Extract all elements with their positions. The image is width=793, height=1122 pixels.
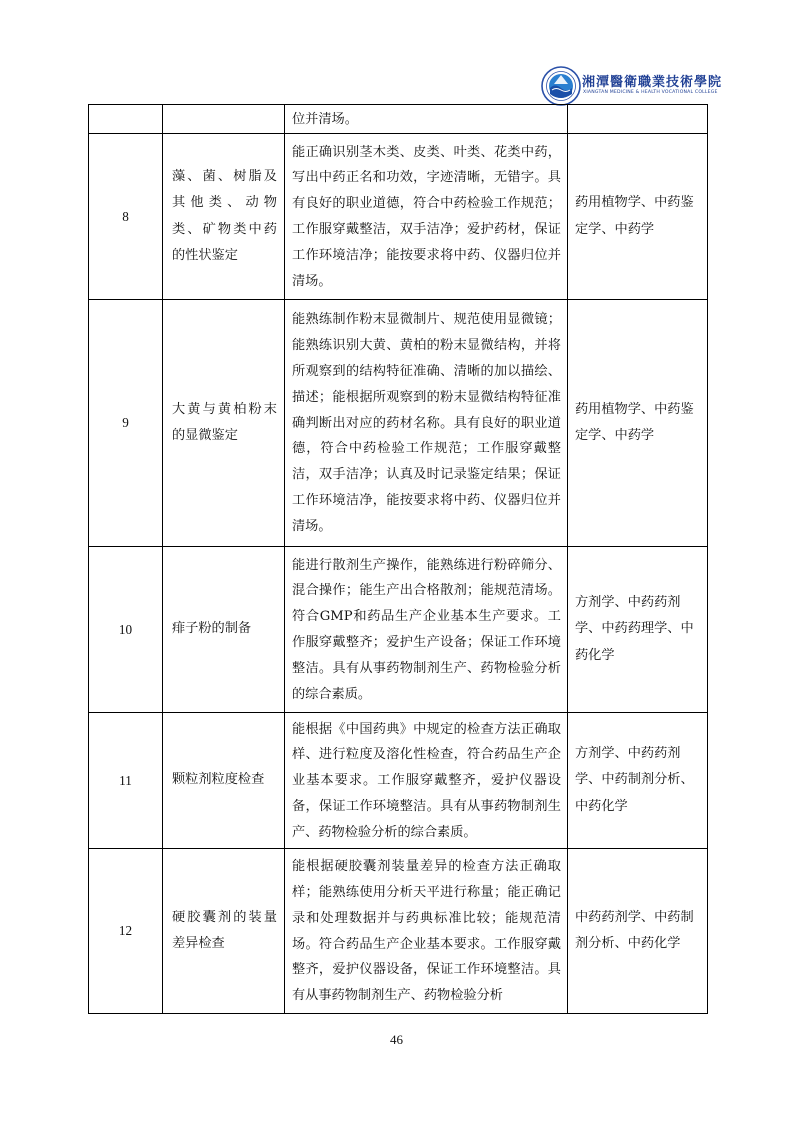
related-courses: 药用植物学、中药鉴定学、中药学 [568,300,708,547]
project-requirements: 能根据硬胶囊剂装量差异的检查方法正确取样；能熟练使用分析天平进行称量；能正确记录和处理数据并与药典标准比较；能规范清场。符合药品生产企业基本要求。工作服穿戴整齐，爱护仪器设备，保证工作环境整洁。具有从事药物制剂生产、药物检验分析 [285,849,568,1014]
project-name: 大黄与黄柏粉末的显微鉴定 [163,300,285,547]
row-number [89,105,163,134]
table-row [89,849,708,1014]
project-name: 藻、菌、树脂及其他类、动物类、矿物类中药的性状鉴定 [163,134,285,300]
project-name: 痱子粉的制备 [163,547,285,713]
table-row [89,713,708,849]
page-number: 46 [390,1032,403,1047]
training-project-table [88,104,708,1014]
row-number: 11 [89,713,163,849]
table-row [89,105,708,134]
project-name: 硬胶囊剂的装量差异检查 [163,849,285,1014]
row-number: 8 [89,134,163,300]
logo-english-name: XIANGTAN MEDICINE & HEALTH VOCATIONAL COLLEGE [583,90,718,95]
project-requirements: 能进行散剂生产操作，能熟练进行粉碎筛分、混合操作；能生产出合格散剂；能规范清场。符合GMP和药品生产企业基本生产要求。工作服穿戴整齐；爱护生产设备；保证工作环境整洁。具有从事药物制剂生产、药物检验分析的综合素质。 [285,547,568,713]
related-courses: 方剂学、中药药剂学、中药药理学、中药化学 [568,547,708,713]
college-logo [541,66,723,108]
table-row [89,300,708,547]
project-requirements: 能正确识别茎木类、皮类、叶类、花类中药，写出中药正名和功效，字迹清晰，无错字。具有良好的职业道德，符合中药检验工作规范；工作服穿戴整洁，双手洁净；爱护药材，保证工作环境洁净；能按要求将中药、仪器归位并清场。 [285,134,568,300]
project-requirements: 位并清场。 [285,105,568,134]
table-row [89,547,708,713]
table-row [89,134,708,300]
project-requirements: 能根据《中国药典》中规定的检查方法正确取样、进行粒度及溶化性检查，符合药品生产企业基本要求。工作服穿戴整齐，爱护仪器设备，保证工作环境整洁。具有从事药物制剂生产、药物检验分析的综合素质。 [285,713,568,849]
related-courses: 药用植物学、中药鉴定学、中药学 [568,134,708,300]
project-requirements: 能熟练制作粉末显微制片、规范使用显微镜；能熟练识别大黄、黄柏的粉末显微结构，并将所观察到的结构特征准确、清晰的加以描绘、描述；能根据所观察到的粉末显微结构特征准确判断出对应的药材名称。具有良好的职业道德，符合中药检验工作规范；工作服穿戴整洁，双手洁净；认真及时记录鉴定结果；保证工作环境洁净，能按要求将中药、仪器归位并清场。 [285,300,568,547]
project-name [163,105,285,134]
row-number: 12 [89,849,163,1014]
logo-chinese-name: 湘潭醫衛職業技術學院 [582,75,723,90]
related-courses: 中药药剂学、中药制剂分析、中药化学 [568,849,708,1014]
row-number: 10 [89,547,163,713]
college-seal-icon [541,66,581,106]
project-name: 颗粒剂粒度检查 [163,713,285,849]
related-courses: 方剂学、中药药剂学、中药制剂分析、中药化学 [568,713,708,849]
related-courses [568,105,708,134]
row-number: 9 [89,300,163,547]
